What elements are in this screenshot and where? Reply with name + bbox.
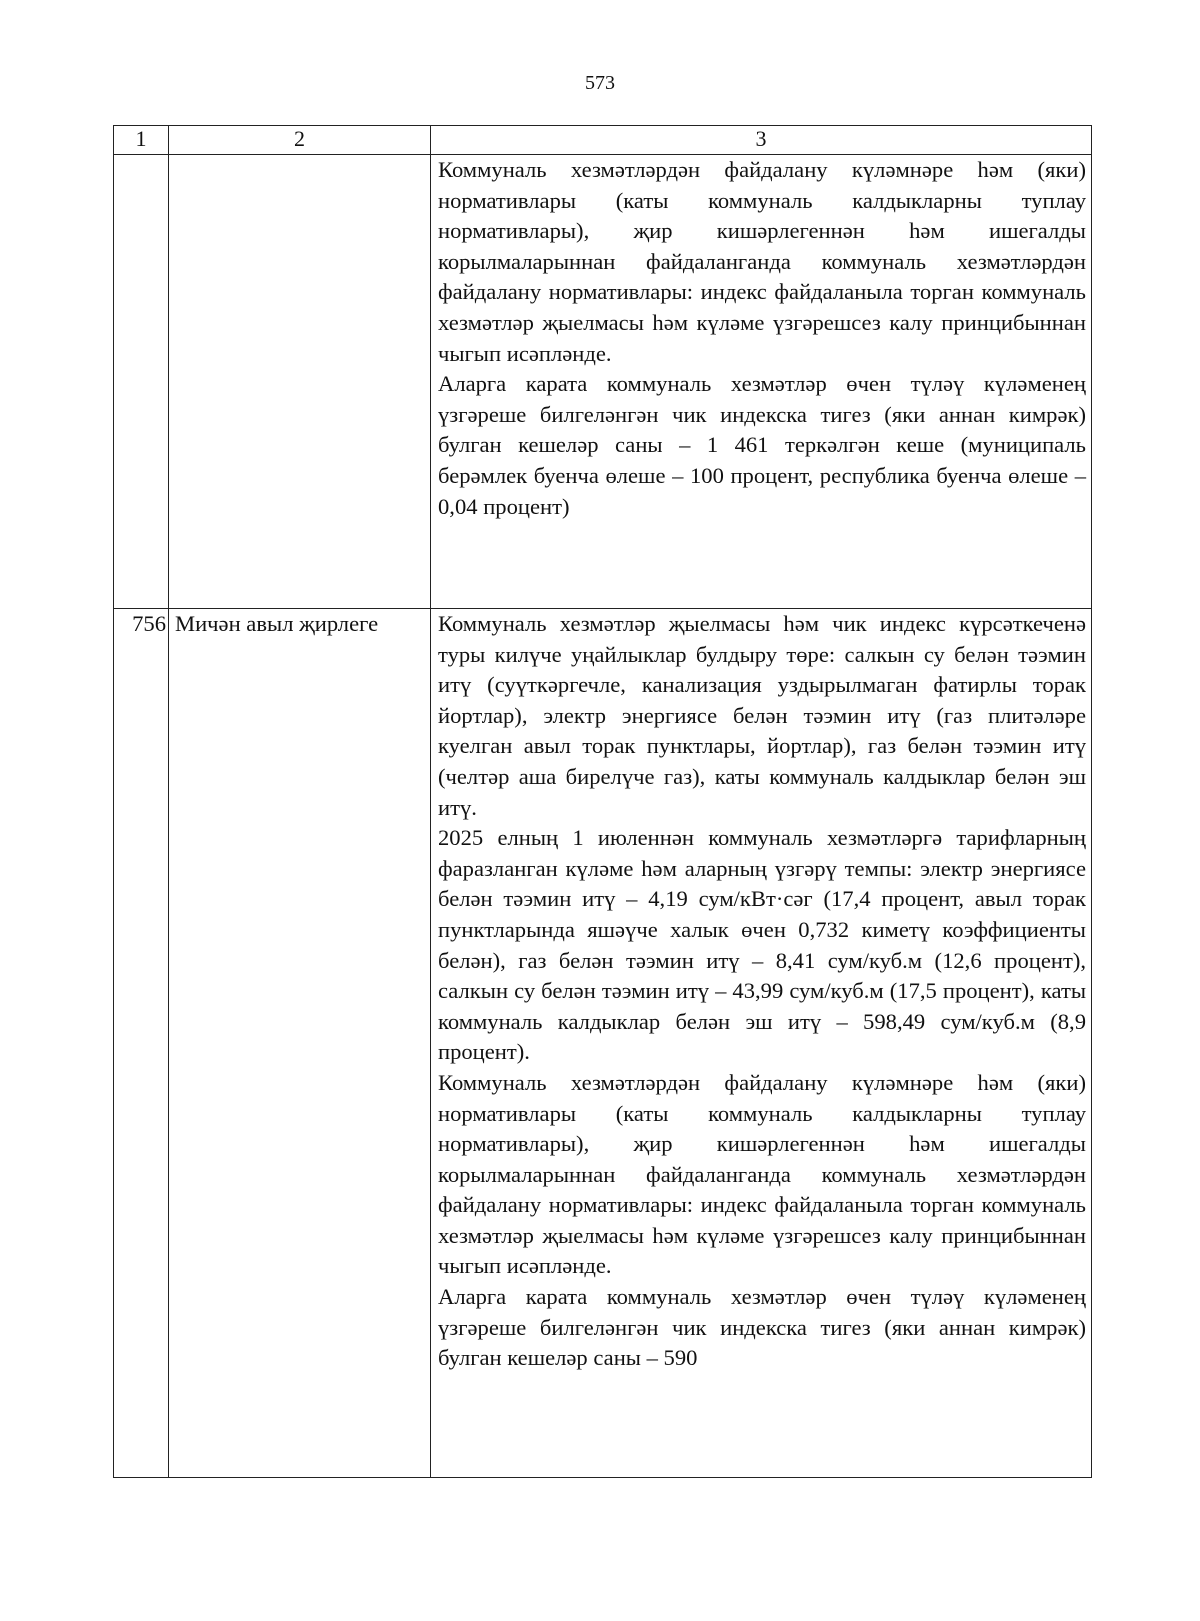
paragraph: Аларга карата коммуналь хезмәтләр өчен түләү күләменең үзгәреше билгеләнгән чик индекска тигез (яки аннан кимрәк) булган кешеләр саны – 590 <box>438 1284 1086 1371</box>
row-content-cell <box>431 155 1092 609</box>
table-row <box>114 609 1092 1478</box>
table-row-continued <box>114 155 1092 609</box>
table-header-row <box>114 126 1092 155</box>
paragraph: Коммуналь хезмәтләр җыелмасы һәм чик индекс күрсәткеченә туры килүче уңайлыклар булдыру төре: салкын су белән тәэмин итү (суүткәргечле, канализация уздырылмаган фатирлы торак йортлар), электр энергиясе белән тәэмин итү (газ плитәләре куелган авыл торак пунктлары, йортлар), газ белән тәэмин итү (челтәр аша бирелүче газ), каты коммуналь калдыклар белән эш итү. <box>438 611 1086 820</box>
document-table <box>113 125 1092 1478</box>
row-content-cell <box>431 609 1092 1478</box>
column-header-3: 3 <box>431 126 1092 155</box>
row-number-cell <box>114 155 169 609</box>
settlement-name-cell <box>169 155 431 609</box>
paragraph: Коммуналь хезмәтләрдән файдалану күләмнәре һәм (яки) нормативлары (каты коммуналь калдыкларны туплау нормативлары), җир кишәрлегеннән һәм ишегалды корылмаларыннан файдаланганда коммуналь хезмәтләрдән файдалану нормативлары: индекс файдаланыла торган коммуналь хезмәтләр җыелмасы һәм күләме үзгәрешсез калу принцибыннан чыгып исәпләнде. <box>438 1069 1086 1279</box>
column-header-1: 1 <box>114 126 169 155</box>
row-number-cell: 756 <box>114 609 169 1478</box>
page-number: 573 <box>585 72 615 94</box>
paragraph: 2025 елның 1 июленнән коммуналь хезмәтләргә тарифларның фаразланган күләме һәм аларның үзгәрү темпы: электр энергиясе белән тәэмин итү – 4,19 сум/кВт·сәг (17,4 процент, авыл торак пунктларында яшәүче халык өчен 0,732 киметү коэффициенты белән), газ белән тәэмин итү – 8,41 сум/куб.м (12,6 процент), салкын су белән тәэмин итү – 43,99 сум/куб.м (17,5 процент), каты коммуналь калдыклар белән эш итү – 598,49 сум/куб.м (8,9 процент). <box>438 825 1086 1065</box>
paragraph: Коммуналь хезмәтләрдән файдалану күләмнәре һәм (яки) нормативлары (каты коммуналь калдыкларны туплау нормативлары), җир кишәрлегеннән һәм ишегалды корылмаларыннан файдаланганда коммуналь хезмәтләрдән файдалану нормативлары: индекс файдаланыла торган коммуналь хезмәтләр җыелмасы һәм күләме үзгәрешсез калу принцибыннан чыгып исәпләнде. <box>438 157 1086 366</box>
paragraph: Аларга карата коммуналь хезмәтләр өчен түләү күләменең үзгәреше билгеләнгән чик индекска тигез (яки аннан кимрәк) булган кешеләр саны – 1 461 теркәлгән кеше (муниципаль берәмлек буенча өлеше – 100 процент, республика буенча өлеше – 0,04 процент) <box>438 371 1086 519</box>
settlement-name-cell: Мичән авыл җирлеге <box>169 609 431 1478</box>
column-header-2: 2 <box>169 126 431 155</box>
